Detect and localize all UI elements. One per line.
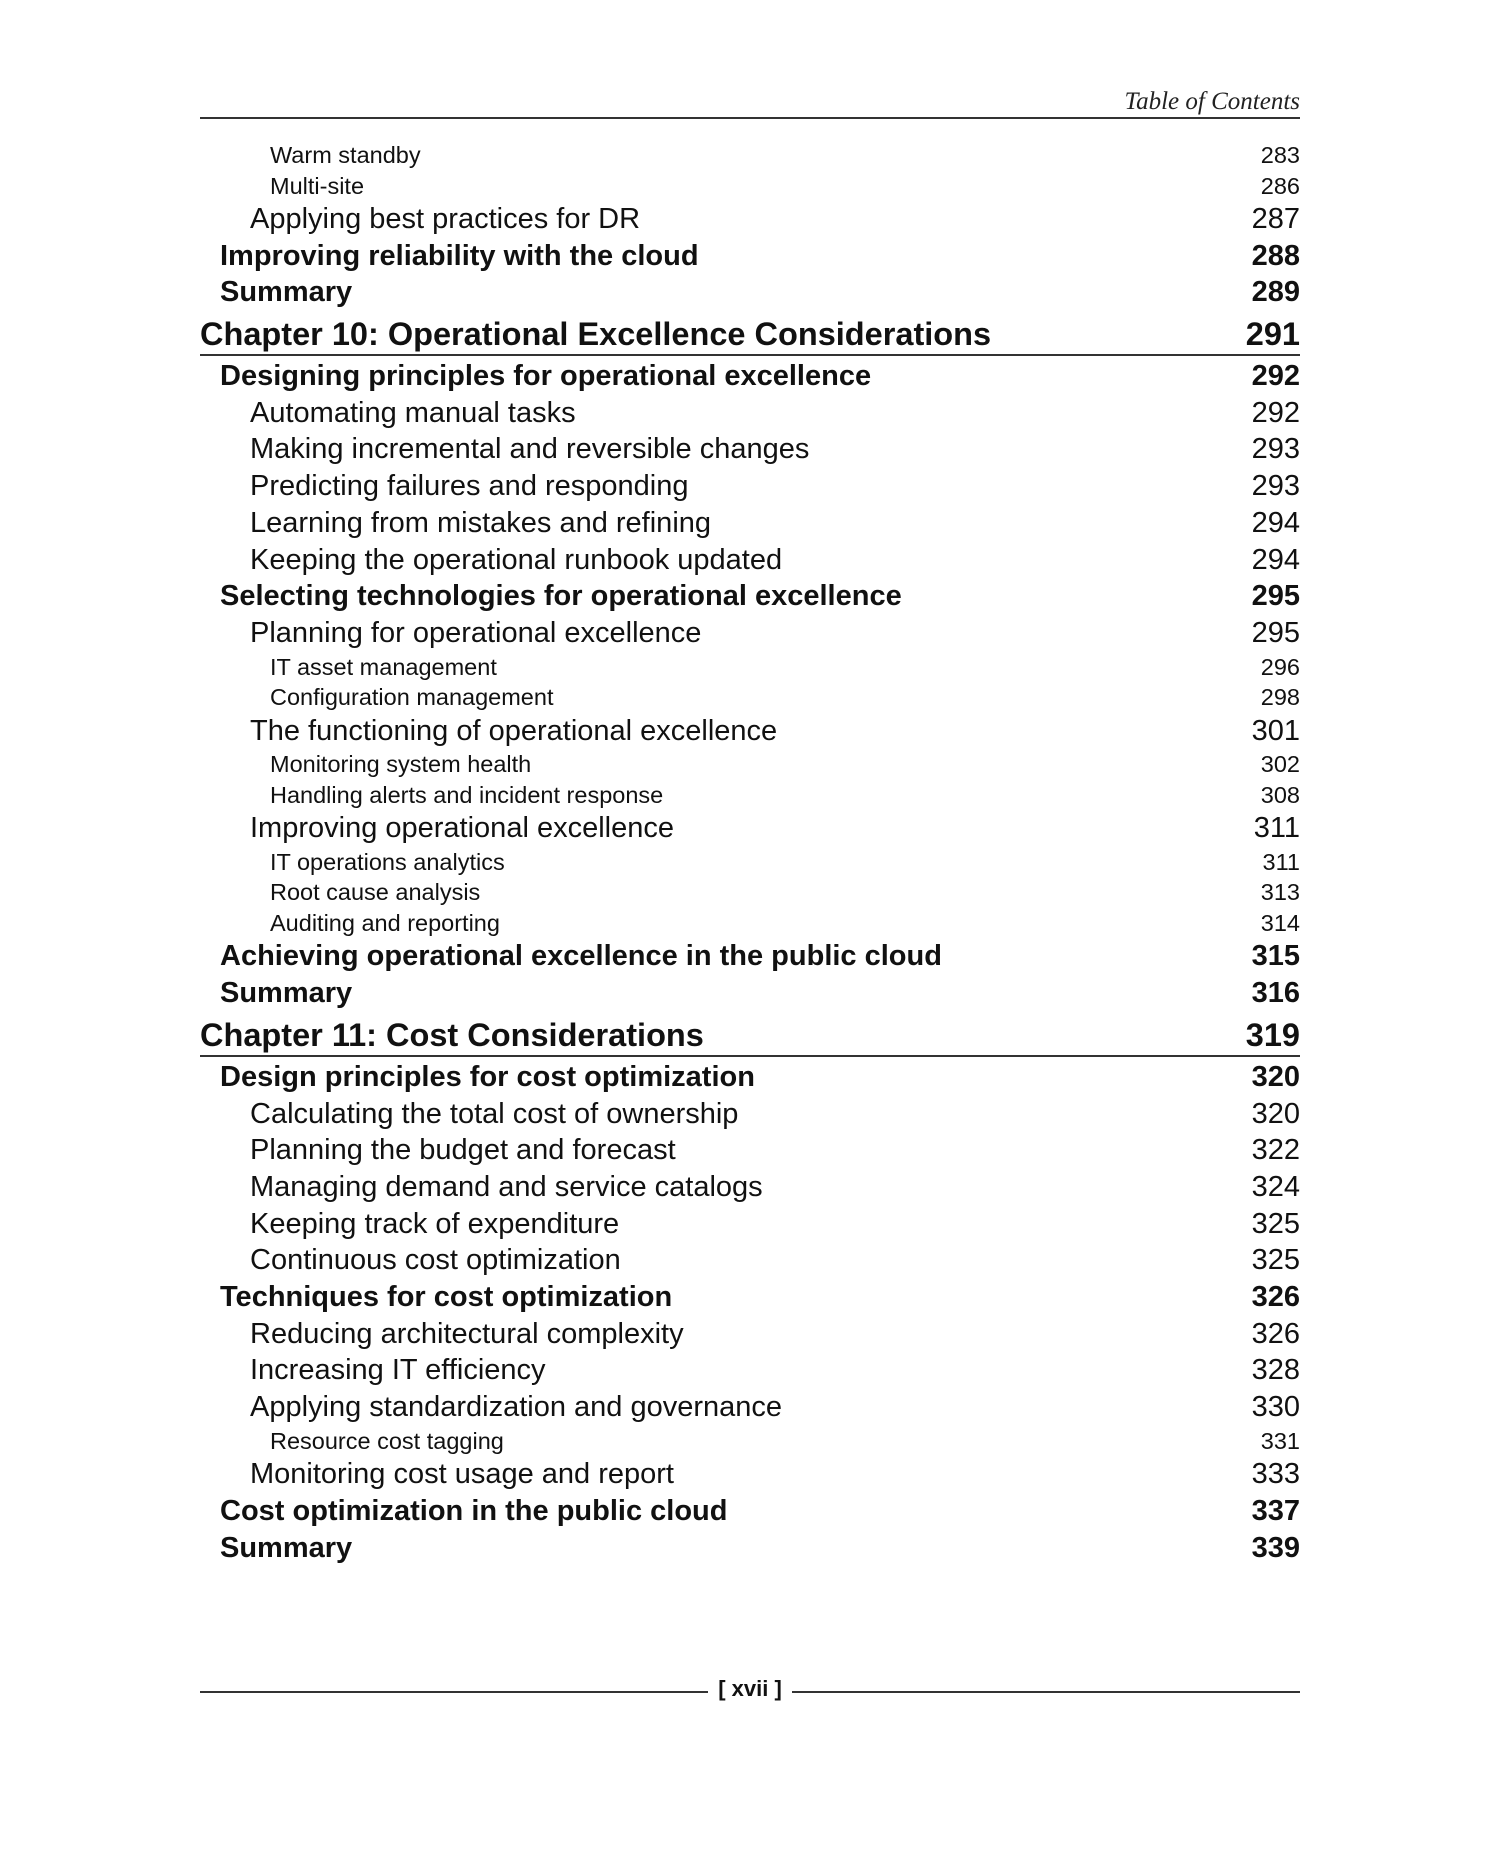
toc-entry[interactable] xyxy=(200,713,1300,750)
toc-entry-title: Warm standby xyxy=(270,142,421,168)
toc-entry[interactable] xyxy=(200,1426,1300,1457)
toc-entry-page: 292 xyxy=(1251,396,1300,429)
toc-entry-page: 313 xyxy=(1260,879,1300,906)
toc-entry-title: Keeping the operational runbook updated xyxy=(250,543,783,576)
toc-entry[interactable] xyxy=(200,1242,1300,1279)
toc-entry-title: Managing demand and service catalogs xyxy=(250,1170,763,1203)
toc-entry-title: Keeping track of expenditure xyxy=(250,1207,620,1240)
toc-entry-title: Calculating the total cost of ownership xyxy=(250,1097,739,1130)
toc-entry-title: Configuration management xyxy=(270,684,554,711)
toc-entry-title: IT operations analytics xyxy=(270,848,505,875)
toc-entry-title: Root cause analysis xyxy=(270,879,481,906)
toc-entry-title: Improving reliability with the cloud xyxy=(220,239,699,272)
toc-entry-title: Learning from mistakes and refining xyxy=(250,506,712,539)
toc-entry-page: 316 xyxy=(1251,977,1300,1010)
toc-entry[interactable] xyxy=(200,171,1300,202)
toc-entry[interactable] xyxy=(200,1352,1300,1389)
toc-entry-title: Techniques for cost optimization xyxy=(220,1280,673,1313)
toc-entry-title: The functioning of operational excellence xyxy=(250,714,778,747)
toc-entry-title: Summary xyxy=(220,977,353,1010)
toc-entry-title: Planning for operational excellence xyxy=(250,616,702,649)
toc-entry-page: 295 xyxy=(1251,616,1300,649)
toc-entry-page: 315 xyxy=(1251,940,1300,973)
toc-entry-page: 308 xyxy=(1260,781,1300,808)
toc-entry[interactable] xyxy=(200,358,1300,395)
toc-entry-page: 337 xyxy=(1251,1494,1300,1527)
toc-entry[interactable] xyxy=(200,274,1300,311)
toc-entry-page: 330 xyxy=(1251,1391,1300,1423)
toc-entry-page: 319 xyxy=(1245,1016,1300,1053)
toc-entry-title: Increasing IT efficiency xyxy=(250,1354,546,1387)
header-rule xyxy=(200,117,1300,119)
toc-entry-page: 311 xyxy=(1253,812,1300,845)
toc-entry-title: Predicting failures and responding xyxy=(250,470,689,503)
toc-entry[interactable] xyxy=(200,578,1300,615)
toc-entry-title: Selecting technologies for operational excellence xyxy=(220,580,902,613)
footer-rule-left xyxy=(200,1691,708,1693)
toc-list xyxy=(200,140,1300,1566)
page-number: [ xvii ] xyxy=(718,1676,782,1701)
toc-entry-title: Handling alerts and incident response xyxy=(270,781,664,808)
toc-entry[interactable] xyxy=(200,1279,1300,1316)
toc-entry-title: Designing principles for operational excellence xyxy=(220,360,872,393)
toc-entry-page: 302 xyxy=(1260,751,1300,778)
toc-entry-title: Planning the budget and forecast xyxy=(250,1134,676,1167)
toc-entry[interactable] xyxy=(200,682,1300,713)
toc-entry-page: 324 xyxy=(1251,1170,1300,1203)
toc-entry-page: 322 xyxy=(1251,1134,1300,1167)
toc-entry-page: 320 xyxy=(1251,1060,1300,1093)
toc-entry-title: Continuous cost optimization xyxy=(250,1244,621,1277)
toc-entry-page: 287 xyxy=(1251,203,1300,235)
toc-chapter-heading[interactable] xyxy=(200,314,1300,356)
toc-entry[interactable] xyxy=(200,542,1300,579)
toc-entry-title: Summary xyxy=(220,276,353,309)
toc-entry-page: 301 xyxy=(1251,714,1300,747)
toc-entry-page: 283 xyxy=(1260,142,1300,168)
toc-entry[interactable] xyxy=(200,395,1300,432)
toc-entry-title: Monitoring system health xyxy=(270,751,532,778)
toc-entry[interactable] xyxy=(200,1096,1300,1133)
toc-entry-page: 328 xyxy=(1251,1354,1300,1387)
toc-entry-title: Applying best practices for DR xyxy=(250,203,641,235)
toc-entry-page: 311 xyxy=(1262,848,1300,875)
toc-entry[interactable] xyxy=(200,431,1300,468)
toc-entry[interactable] xyxy=(200,505,1300,542)
toc-entry-page: 320 xyxy=(1251,1097,1300,1130)
toc-entry[interactable] xyxy=(200,1456,1300,1493)
toc-entry[interactable] xyxy=(200,975,1300,1012)
toc-entry-title: Making incremental and reversible changes xyxy=(250,433,810,466)
running-header: Table of Contents xyxy=(1124,88,1300,115)
document-page xyxy=(200,0,1300,1850)
toc-entry-title: Achieving operational excellence in the public cloud xyxy=(220,940,942,973)
toc-entry-title: Cost optimization in the public cloud xyxy=(220,1494,728,1527)
footer-rule-right xyxy=(792,1691,1300,1693)
toc-entry-page: 292 xyxy=(1251,360,1300,393)
toc-entry-page: 295 xyxy=(1251,580,1300,613)
toc-entry-title: IT asset management xyxy=(270,653,497,680)
toc-entry-page: 333 xyxy=(1251,1458,1300,1491)
toc-entry[interactable] xyxy=(200,468,1300,505)
toc-entry-title: Reducing architectural complexity xyxy=(250,1317,684,1350)
toc-entry-page: 314 xyxy=(1260,909,1300,936)
toc-entry-page: 289 xyxy=(1251,276,1300,309)
toc-entry[interactable] xyxy=(200,810,1300,847)
toc-entry-page: 291 xyxy=(1245,316,1300,353)
toc-entry[interactable] xyxy=(200,1206,1300,1243)
toc-chapter-heading[interactable] xyxy=(200,1015,1300,1057)
toc-entry[interactable] xyxy=(200,1132,1300,1169)
toc-entry-page: 293 xyxy=(1251,433,1300,466)
toc-entry[interactable] xyxy=(200,238,1300,275)
toc-entry-title: Automating manual tasks xyxy=(250,396,576,429)
toc-entry[interactable] xyxy=(200,615,1300,652)
toc-entry-page: 293 xyxy=(1251,470,1300,503)
toc-entry-page: 286 xyxy=(1260,172,1300,199)
toc-entry[interactable] xyxy=(200,201,1300,238)
toc-entry-page: 325 xyxy=(1251,1244,1300,1277)
toc-entry-title: Improving operational excellence xyxy=(250,812,674,845)
toc-entry[interactable] xyxy=(200,1059,1300,1096)
toc-entry-page: 325 xyxy=(1251,1207,1300,1240)
toc-entry-title: Summary xyxy=(220,1531,353,1564)
toc-entry-page: 294 xyxy=(1251,506,1300,539)
toc-entry-page: 339 xyxy=(1251,1531,1300,1564)
toc-entry-title: Chapter 11: Cost Considerations xyxy=(200,1016,704,1053)
toc-entry-title: Design principles for cost optimization xyxy=(220,1060,755,1093)
toc-entry-title: Applying standardization and governance xyxy=(250,1391,783,1423)
toc-entry[interactable] xyxy=(200,1389,1300,1426)
toc-entry-title: Chapter 10: Operational Excellence Considerations xyxy=(200,316,992,353)
toc-entry[interactable] xyxy=(200,908,1300,939)
toc-entry-title: Monitoring cost usage and report xyxy=(250,1458,674,1491)
toc-entry[interactable] xyxy=(200,652,1300,683)
toc-entry[interactable] xyxy=(200,938,1300,975)
toc-entry[interactable] xyxy=(200,1169,1300,1206)
toc-entry-title: Resource cost tagging xyxy=(270,1427,504,1454)
toc-entry[interactable] xyxy=(200,877,1300,908)
toc-entry-page: 298 xyxy=(1260,684,1300,711)
toc-entry[interactable] xyxy=(200,1493,1300,1530)
toc-entry-page: 288 xyxy=(1251,239,1300,272)
toc-entry-page: 326 xyxy=(1251,1280,1300,1313)
toc-entry-title: Auditing and reporting xyxy=(270,909,500,936)
toc-entry[interactable] xyxy=(200,749,1300,780)
toc-entry[interactable] xyxy=(200,1316,1300,1353)
toc-entry-page: 331 xyxy=(1260,1427,1300,1454)
toc-entry-page: 296 xyxy=(1260,653,1300,680)
toc-entry[interactable] xyxy=(200,1530,1300,1567)
toc-entry-page: 326 xyxy=(1251,1317,1300,1350)
toc-entry[interactable] xyxy=(200,140,1300,171)
toc-entry-page: 294 xyxy=(1251,543,1300,576)
toc-entry[interactable] xyxy=(200,780,1300,811)
toc-entry-title: Multi-site xyxy=(270,172,365,199)
toc-entry[interactable] xyxy=(200,847,1300,878)
